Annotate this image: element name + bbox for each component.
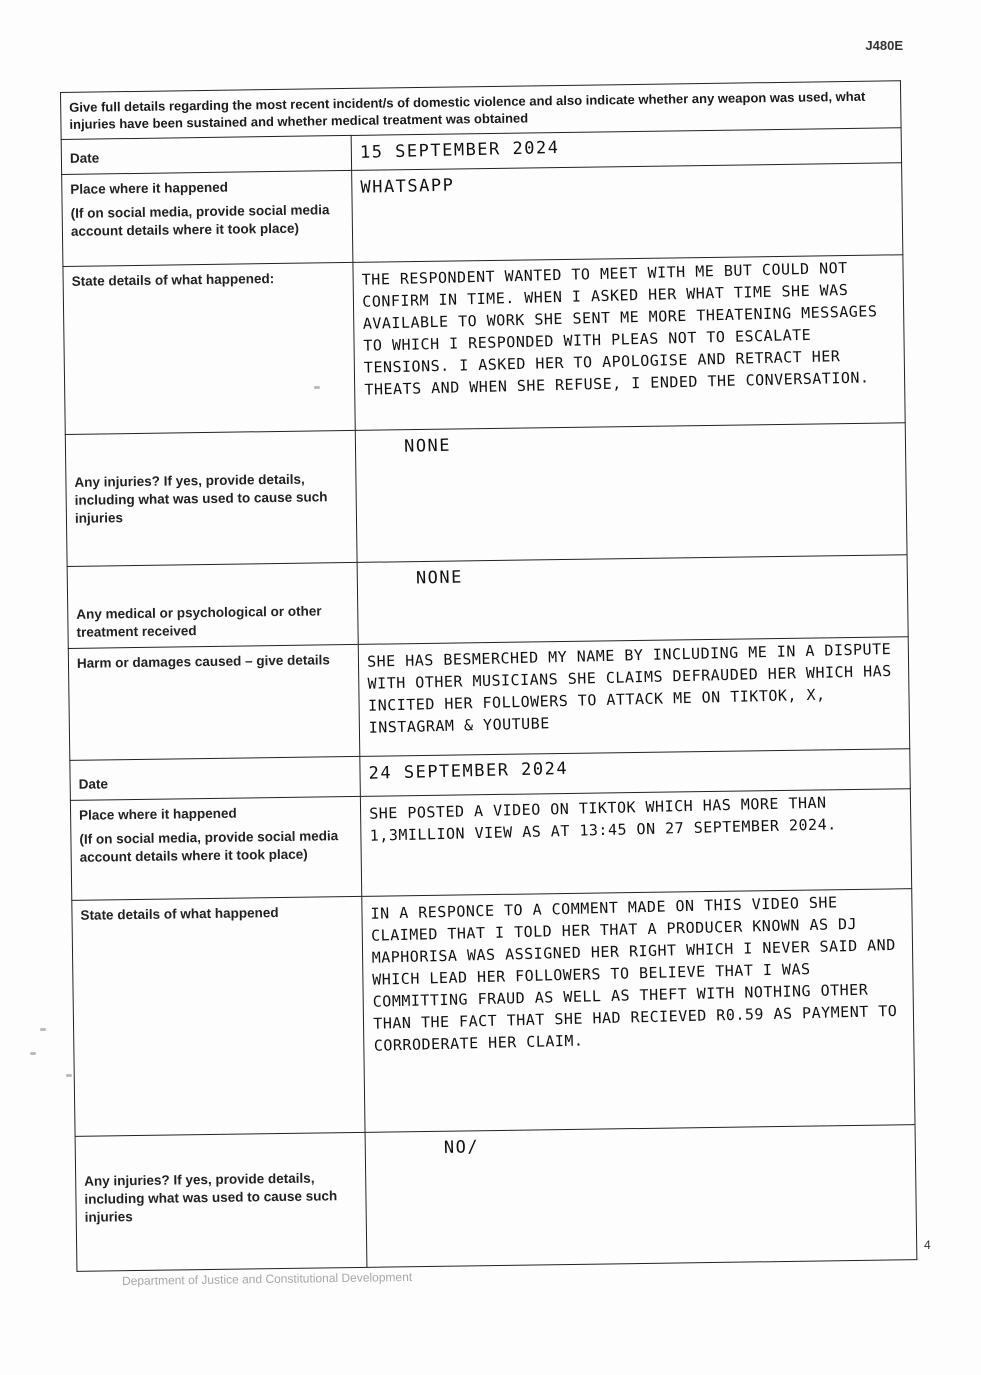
incident1-harm-label: Harm or damages caused – give details: [68, 644, 360, 760]
incident1-details-value: THE RESPONDENT WANTED TO MEET WITH ME BUT COULD NOT CONFIRM IN TIME. WHEN I ASKED HER WHAT TIME SHE WAS AVAILABLE TO WORK SHE SENT ME MORE THEATENING MESSAGES TO WHICH I RESPONDED WITH PLEAS NOT TO ESCALATE TENSIONS. I ASKED HER TO APOLOGISE AND RETRACT HER THEATS AND WHEN SHE REFUSE, I ENDED THE CONVERSATION.: [361, 258, 878, 399]
incident1-details-row: [63, 255, 905, 435]
form-sheet: [60, 80, 916, 1227]
incident1-details-cell: [353, 255, 905, 431]
incident1-injuries-value: NONE: [403, 435, 452, 457]
scan-speck: [314, 386, 320, 389]
incident1-place-sublabel: (If on social media, provide social media account details where it took place): [70, 202, 330, 239]
incident2-details-label: State details of what happened: [72, 896, 365, 1136]
form-code: J480E: [865, 38, 903, 53]
incident1-harm-value: SHE HAS BESMERCHED MY NAME BY INCLUDING ME IN A DISPUTE WITH OTHER MUSICIANS SHE CLAIMS DEFRAUDED HER WHICH HAS INCITED HER FOLLOWERS TO ATTACK ME ON TIKTOK, X, INSTAGRAM & YOUTUBE: [366, 639, 892, 737]
incident1-medical-row: [67, 555, 908, 649]
incident1-place-label-cell: [62, 170, 353, 266]
incident1-place-row: [62, 163, 903, 267]
footer-department: Department of Justice and Constitutional Development: [121, 1269, 413, 1289]
incident1-place-value: WHATSAPP: [360, 175, 455, 198]
incident2-date-label: Date: [70, 756, 361, 800]
incident2-injuries-value: NO/: [443, 1137, 480, 1159]
incident2-place-cell: [360, 789, 911, 897]
incident2-place-value: SHE POSTED A VIDEO ON TIKTOK WHICH HAS MORE THAN 1,3MILLION VIEW AS AT 13:45 ON 27 SEPTEMBER 2024.: [369, 793, 837, 845]
scan-speck: [66, 1074, 72, 1077]
incident1-medical-cell: [357, 555, 908, 645]
scan-speck: [40, 1028, 46, 1031]
incident2-details-value: IN A RESPONCE TO A COMMENT MADE ON THIS VIDEO SHE CLAIMED THAT I TOLD HER THAT A PRODUCER KNOWN AS DJ MAPHORISA WAS ASSIGNED HER RIGHT WHICH I NEVER SAID AND WHICH LEAD HER FOLLOWERS TO BELIEVE THAT I WAS COMMITTING FRAUD AS WELL AS THEFT WITH NOTHING OTHER THAN THE FACT THAT SHE HAD RECIEVED R0.59 AS PAYMENT TO CORRODERATE HER CLAIM.: [370, 893, 898, 1055]
incident1-injuries-label: Any injuries? If yes, provide details, including what was used to cause such injuries: [65, 430, 357, 566]
incident1-medical-label: Any medical or psychological or other treatment received: [67, 562, 358, 648]
incident1-harm-cell: [358, 637, 910, 757]
incident-details-table: [60, 80, 917, 1272]
incident1-injuries-row: [65, 423, 907, 567]
incident2-injuries-row: [75, 1125, 917, 1272]
incident2-details-row: [72, 889, 915, 1137]
incident1-date-value: 15 SEPTEMBER 2024: [359, 137, 560, 163]
incident2-injuries-cell: [365, 1125, 917, 1268]
incident1-injuries-cell: [355, 423, 907, 563]
incident1-place-label: Place where it happened: [70, 179, 229, 197]
incident1-medical-value: NONE: [415, 567, 464, 589]
incident1-details-label: State details of what happened:: [63, 262, 355, 434]
incident2-place-label: Place where it happened: [78, 805, 237, 823]
incident2-place-label-cell: [70, 796, 361, 900]
incident2-place-sublabel: (If on social media, provide social media account details where it took place): [79, 828, 339, 865]
incident1-date-label: Date: [61, 135, 351, 174]
page-number: 4: [924, 1238, 931, 1252]
incident1-harm-row: [68, 637, 909, 761]
incident2-place-row: [70, 789, 911, 901]
incident2-details-cell: [362, 889, 915, 1133]
form-heading: Give full details regarding the most recent incident/s of domestic violence and also indicate whether any weapon was used, what injuries have been sustained and whether medical treatment was obtained: [61, 81, 902, 140]
scan-speck: [30, 1052, 36, 1055]
incident1-place-cell: [352, 163, 903, 263]
incident2-date-value: 24 SEPTEMBER 2024: [368, 758, 569, 784]
incident2-injuries-label: Any injuries? If yes, provide details, including what was used to cause such injuries: [75, 1132, 367, 1271]
